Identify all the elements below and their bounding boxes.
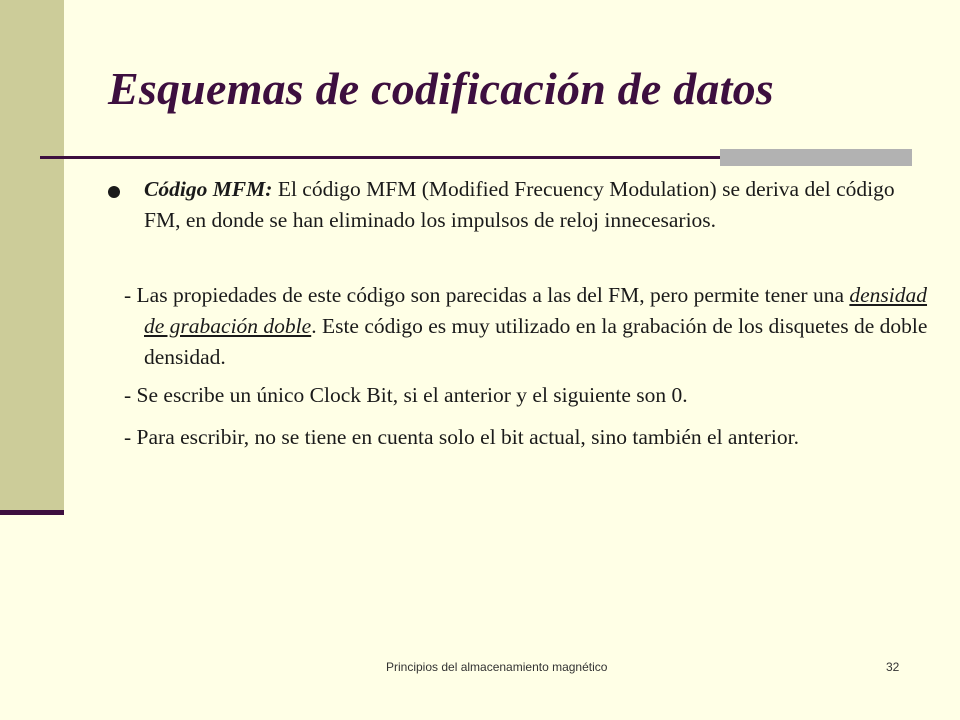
properties-text-start: - Las propiedades de este código son parecidas a las del FM, pero permite tener una bbox=[124, 283, 850, 307]
mfm-label: Código MFM: bbox=[144, 177, 273, 201]
mfm-description: El código MFM (Modified Frecuency Modulation) se deriva del código FM, en donde se han eliminado los impulsos de reloj innecesarios. bbox=[144, 177, 895, 232]
properties-text-end: . Este código es muy utilizado en la grabación de los disquetes de doble densidad. bbox=[144, 314, 928, 369]
paragraph-properties bbox=[124, 280, 934, 373]
density-emphasis: densidad de grabación doble bbox=[144, 283, 928, 338]
bullet-icon bbox=[108, 186, 120, 198]
page-number: 32 bbox=[886, 660, 900, 674]
bullet-paragraph-mfm bbox=[144, 174, 914, 236]
slide-title: Esquemas de codificación de datos bbox=[108, 63, 774, 114]
paragraph-clock-bit: - Se escribe un único Clock Bit, si el anterior y el siguiente son 0. bbox=[124, 383, 688, 407]
paragraph-write-rule: - Para escribir, no se tiene en cuenta solo el bit actual, sino también el anterior. bbox=[124, 425, 799, 449]
footer-title: Principios del almacenamiento magnético bbox=[386, 660, 608, 674]
